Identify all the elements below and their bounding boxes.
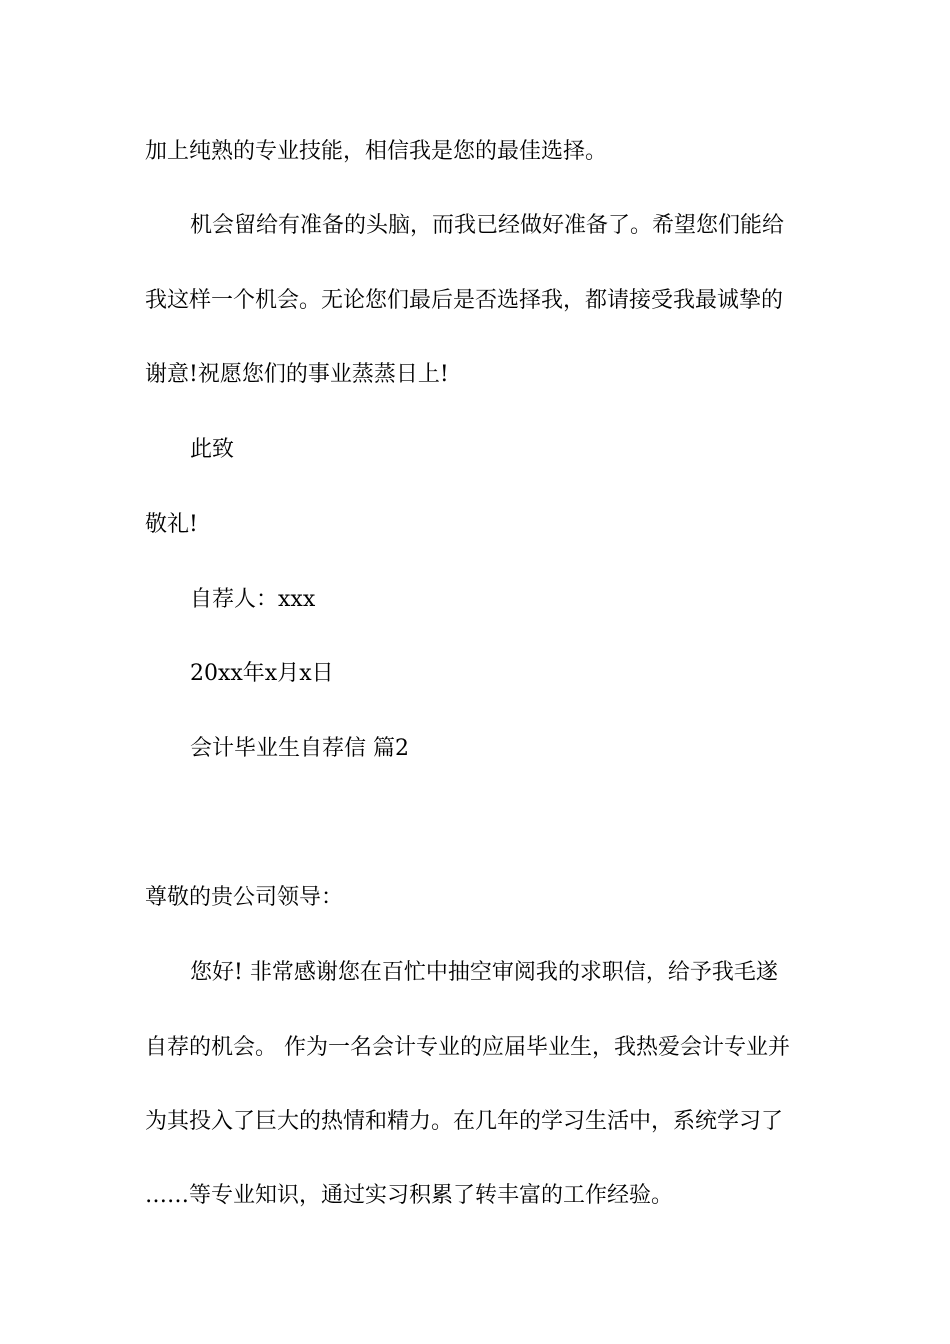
closing-regards: 敬礼!: [145, 512, 198, 537]
greeting-line: 尊敬的贵公司领导：: [145, 885, 344, 910]
date-line: 20xx年x月x日: [190, 661, 334, 686]
signature-line: 自荐人：xxx: [190, 587, 316, 612]
paragraph-line: 谢意!祝愿您们的事业蒸蒸日上!: [145, 362, 449, 387]
paragraph-line: 为其投入了巨大的热情和精力。在几年的学习生活中，系统学习了: [145, 1109, 784, 1134]
paragraph-line: 加上纯熟的专业技能，相信我是您的最佳选择。: [145, 139, 608, 164]
closing-salutation: 此致: [190, 437, 235, 462]
paragraph-line: 我这样一个机会。无论您们最后是否选择我，都请接受我最诚挚的: [145, 288, 784, 313]
section-heading: 会计毕业生自荐信 篇2: [190, 736, 409, 761]
paragraph-line: 自荐的机会。 作为一名会计专业的应届毕业生，我热爱会计专业并: [145, 1035, 790, 1060]
paragraph-line: ……等专业知识，通过实习积累了转丰富的工作经验。: [145, 1183, 674, 1208]
paragraph-line: 您好! 非常感谢您在百忙中抽空审阅我的求职信，给予我毛遂: [190, 960, 778, 985]
paragraph-line: 机会留给有准备的头脑，而我已经做好准备了。希望您们能给: [190, 213, 785, 238]
